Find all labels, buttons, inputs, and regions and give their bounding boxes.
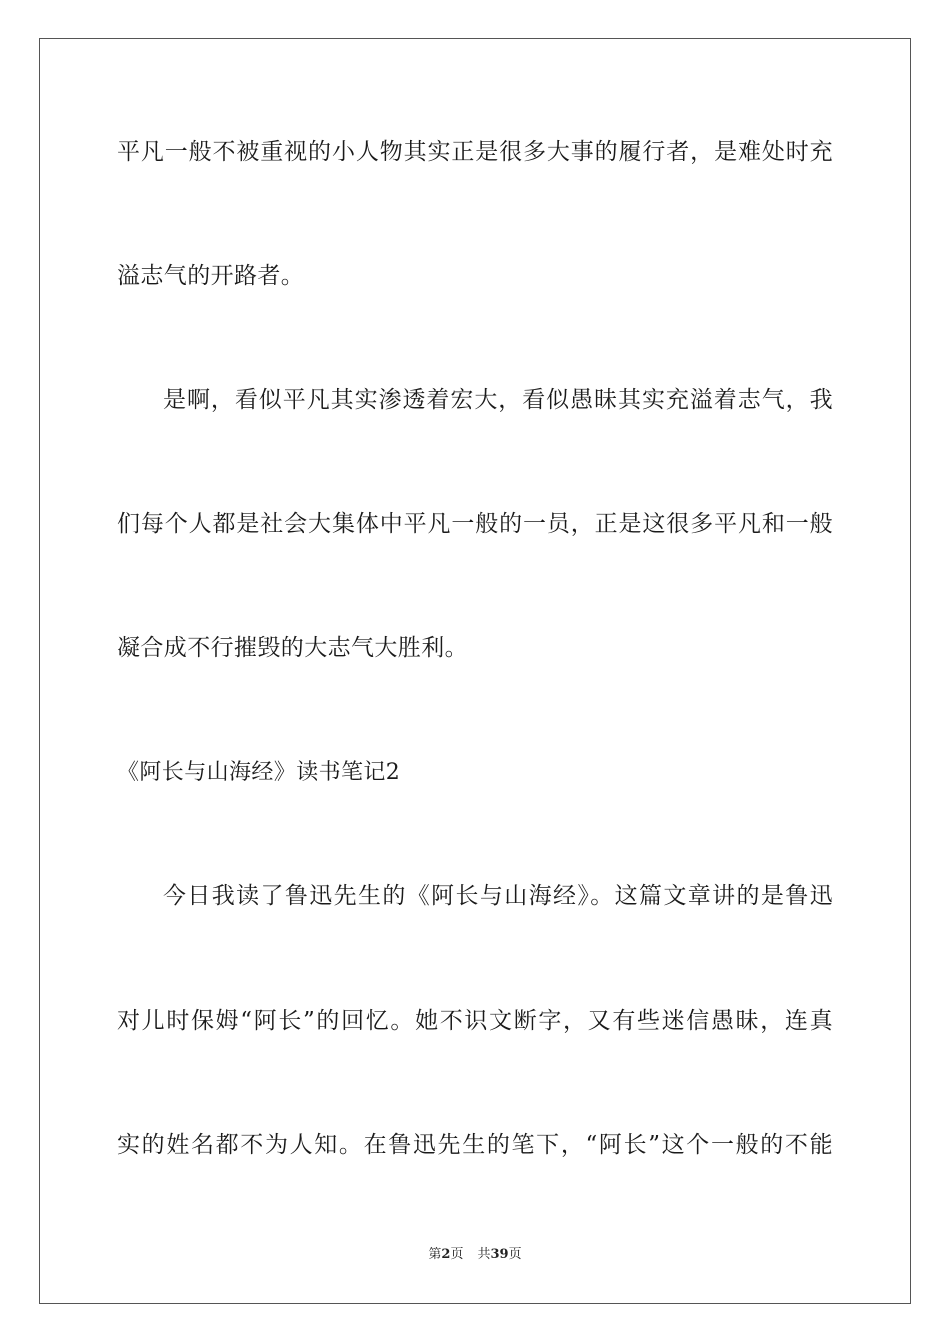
paragraph-2-line-3: 凝合成不行摧毁的大志气大胜利。 [117,635,468,661]
footer-page-prefix: 第 [428,1247,442,1262]
paragraph-3-line-2: 对儿时保姆“阿长”的回忆。她不识文断字，又有些迷信愚昧，连真 [117,1008,833,1034]
paragraph-1-line-1: 平凡一般不被重视的小人物其实正是很多大事的履行者，是难处时充 [117,139,833,165]
paragraph-2-line-1: 是啊，看似平凡其实渗透着宏大，看似愚昧其实充溢着志气，我 [163,387,833,413]
footer-page-suffix: 页 [450,1247,464,1262]
paragraph-3-line-1: 今日我读了鲁迅先生的《阿长与山海经》。这篇文章讲的是鲁迅 [163,883,833,909]
page-footer [0,1246,950,1264]
section-heading: 《阿长与山海经》读书笔记2 [117,760,401,785]
footer-total-suffix: 页 [508,1247,522,1262]
footer-total-prefix: 共 [477,1247,491,1262]
paragraph-1-line-2: 溢志气的开路者。 [117,263,305,289]
paragraph-3-line-3: 实的姓名都不为人知。在鲁迅先生的笔下，“阿长”这个一般的不能 [117,1132,833,1158]
paragraph-2-line-2: 们每个人都是社会大集体中平凡一般的一员，正是这很多平凡和一般 [117,511,833,537]
footer-total-pages: 39 [490,1247,509,1262]
page-border [39,38,911,1304]
footer-page-number: 2 [441,1247,451,1262]
